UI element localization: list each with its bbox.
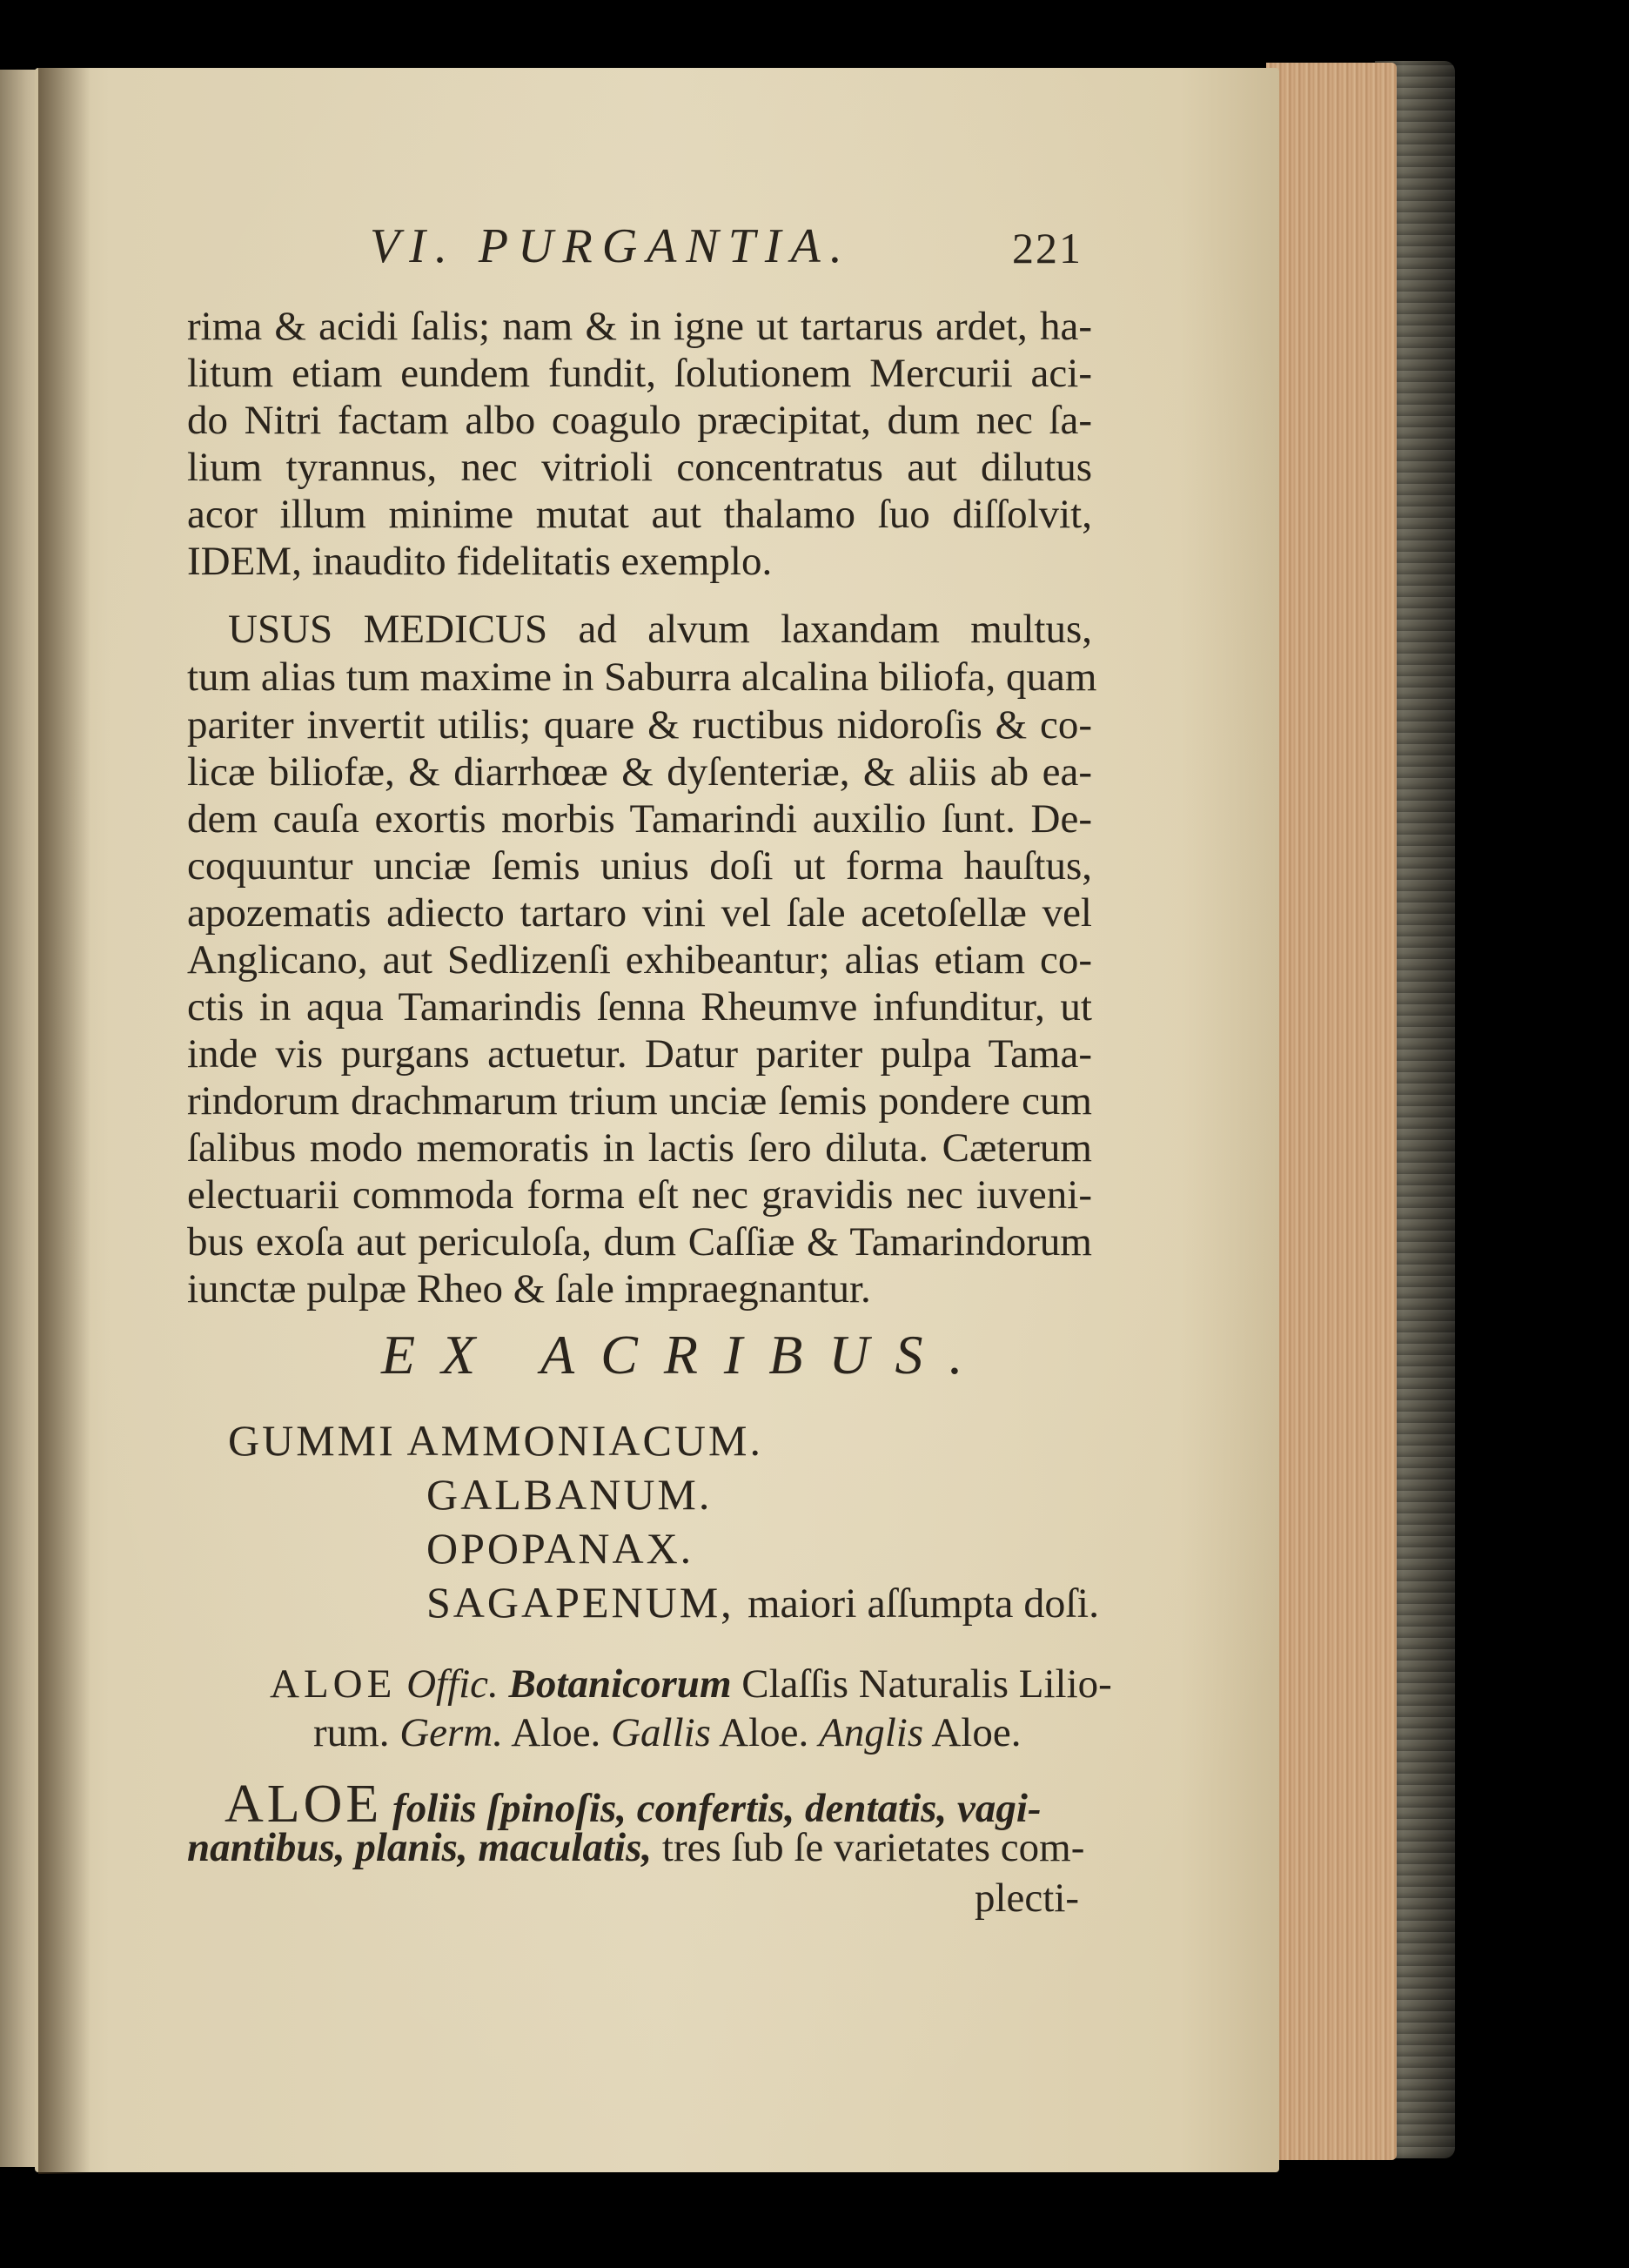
text-fragment: dentatis,: [804, 1786, 948, 1831]
text-fragment: rum.: [313, 1710, 390, 1755]
text-line: Anglicano, aut Sedlizenſi exhibeantur; alias etiam co-: [187, 937, 1092, 983]
text-fragment: Aloe.: [719, 1710, 809, 1755]
catchword: plecti-: [975, 1875, 1080, 1921]
text-fragment: vagi-: [956, 1786, 1042, 1831]
text-line: bus exoſa aut periculoſa, dum Caſſiæ & Tamarindorum: [187, 1219, 1092, 1265]
text-line: inde vis purgans actuetur. Datur pariter pulpa Tama-: [187, 1031, 1092, 1077]
text-line: ſalibus modo memoratis in lactis ſero diluta. Cæterum: [187, 1125, 1092, 1171]
text-fragment: nantibus,: [187, 1825, 345, 1870]
text-fragment: Aloe.: [931, 1710, 1022, 1755]
aloe-desc-line-2: [187, 1825, 1085, 1870]
text-line: lium tyrannus, nec vitrioli concentratus aut dilutus: [187, 445, 1092, 490]
aloe-entry-line-1: [270, 1661, 1112, 1707]
aloe-entry-line-2: [313, 1710, 1022, 1755]
aloe-lead: ALOE: [225, 1775, 383, 1834]
drug-item: [426, 1580, 1099, 1625]
text-fragment: confertis,: [636, 1786, 795, 1831]
text-line: apozematis adiecto tartaro vini vel ſale acetoſellæ vel: [187, 890, 1092, 936]
text-line: acor illum minime mutat aut thalamo ſuo diſſolvit,: [187, 492, 1092, 537]
text-line: rindorum drachmarum trium unciæ ſemis pondere cum: [187, 1078, 1092, 1124]
germ-label: Germ.: [399, 1710, 504, 1755]
text-fragment: planis,: [355, 1825, 468, 1870]
gutter-shadow: [38, 68, 90, 2174]
aloe-class: Claſſis Naturalis Lilio-: [741, 1661, 1112, 1707]
text-line: ctis in aqua Tamarindis ſenna Rheumve infunditur, ut: [187, 984, 1092, 1030]
drug-name: SAGAPENUM,: [426, 1578, 734, 1627]
text-line: dem cauſa exortis morbis Tamarindi auxilio ſunt. De-: [187, 796, 1092, 842]
text-line: pariter invertit utilis; quare & ructibus nidoroſis & co-: [187, 702, 1092, 748]
text-line: IDEM, inaudito fidelitatis exemplo.: [187, 539, 773, 584]
anglis-label: Anglis: [819, 1710, 924, 1755]
text-line: litum etiam eundem fundit, ſolutionem Mercurii aci-: [187, 351, 1092, 396]
text-fragment: maculatis,: [478, 1825, 653, 1870]
text-fragment: Aloe.: [511, 1710, 601, 1755]
drug-item: GALBANUM.: [426, 1470, 713, 1519]
text-line: electuarii commoda forma eſt nec gravidis nec iuveni-: [187, 1172, 1092, 1218]
text-line: tum alias tum maxime in Saburra alcalina biliofa, quam: [187, 654, 1097, 700]
section-heading: EX ACRIBUS.: [381, 1324, 989, 1386]
drug-note: maiori aſſumpta doſi.: [747, 1580, 1100, 1627]
text-line: iunctæ pulpæ Rheo & ſale impraegnantur.: [187, 1266, 871, 1312]
page-fore-edge: [1266, 63, 1397, 2160]
gallis-label: Gallis: [611, 1710, 711, 1755]
drug-item: GUMMI AMMONIACUM.: [228, 1416, 763, 1465]
text-line: rima & acidi ſalis; nam & in igne ut tartarus ardet, ha-: [187, 304, 1092, 349]
aloe-name: ALOE: [270, 1661, 397, 1707]
offic-label: Offic.: [406, 1661, 499, 1707]
text-line: licæ biliofæ, & diarrhœæ & dyſenteriæ, & aliis ab ea-: [187, 749, 1092, 795]
text-fragment: foliis ſpinoſis,: [392, 1786, 627, 1831]
botanicorum-label: Botanicorum: [508, 1661, 732, 1707]
text-fragment: tres ſub ſe varietates com-: [661, 1825, 1085, 1870]
text-line: do Nitri factam albo coagulo præcipitat, dum nec ſa-: [187, 398, 1092, 443]
aloe-desc-line-1: [225, 1775, 1042, 1834]
drug-item: OPOPANAX.: [426, 1524, 694, 1573]
running-title: VI. PURGANTIA.: [370, 219, 852, 273]
text-line: coquuntur unciæ ſemis unius doſi ut forma hauſtus,: [187, 843, 1092, 889]
page-number: 221: [1012, 224, 1083, 272]
text-line: USUS MEDICUS ad alvum laxandam multus,: [228, 607, 1092, 652]
